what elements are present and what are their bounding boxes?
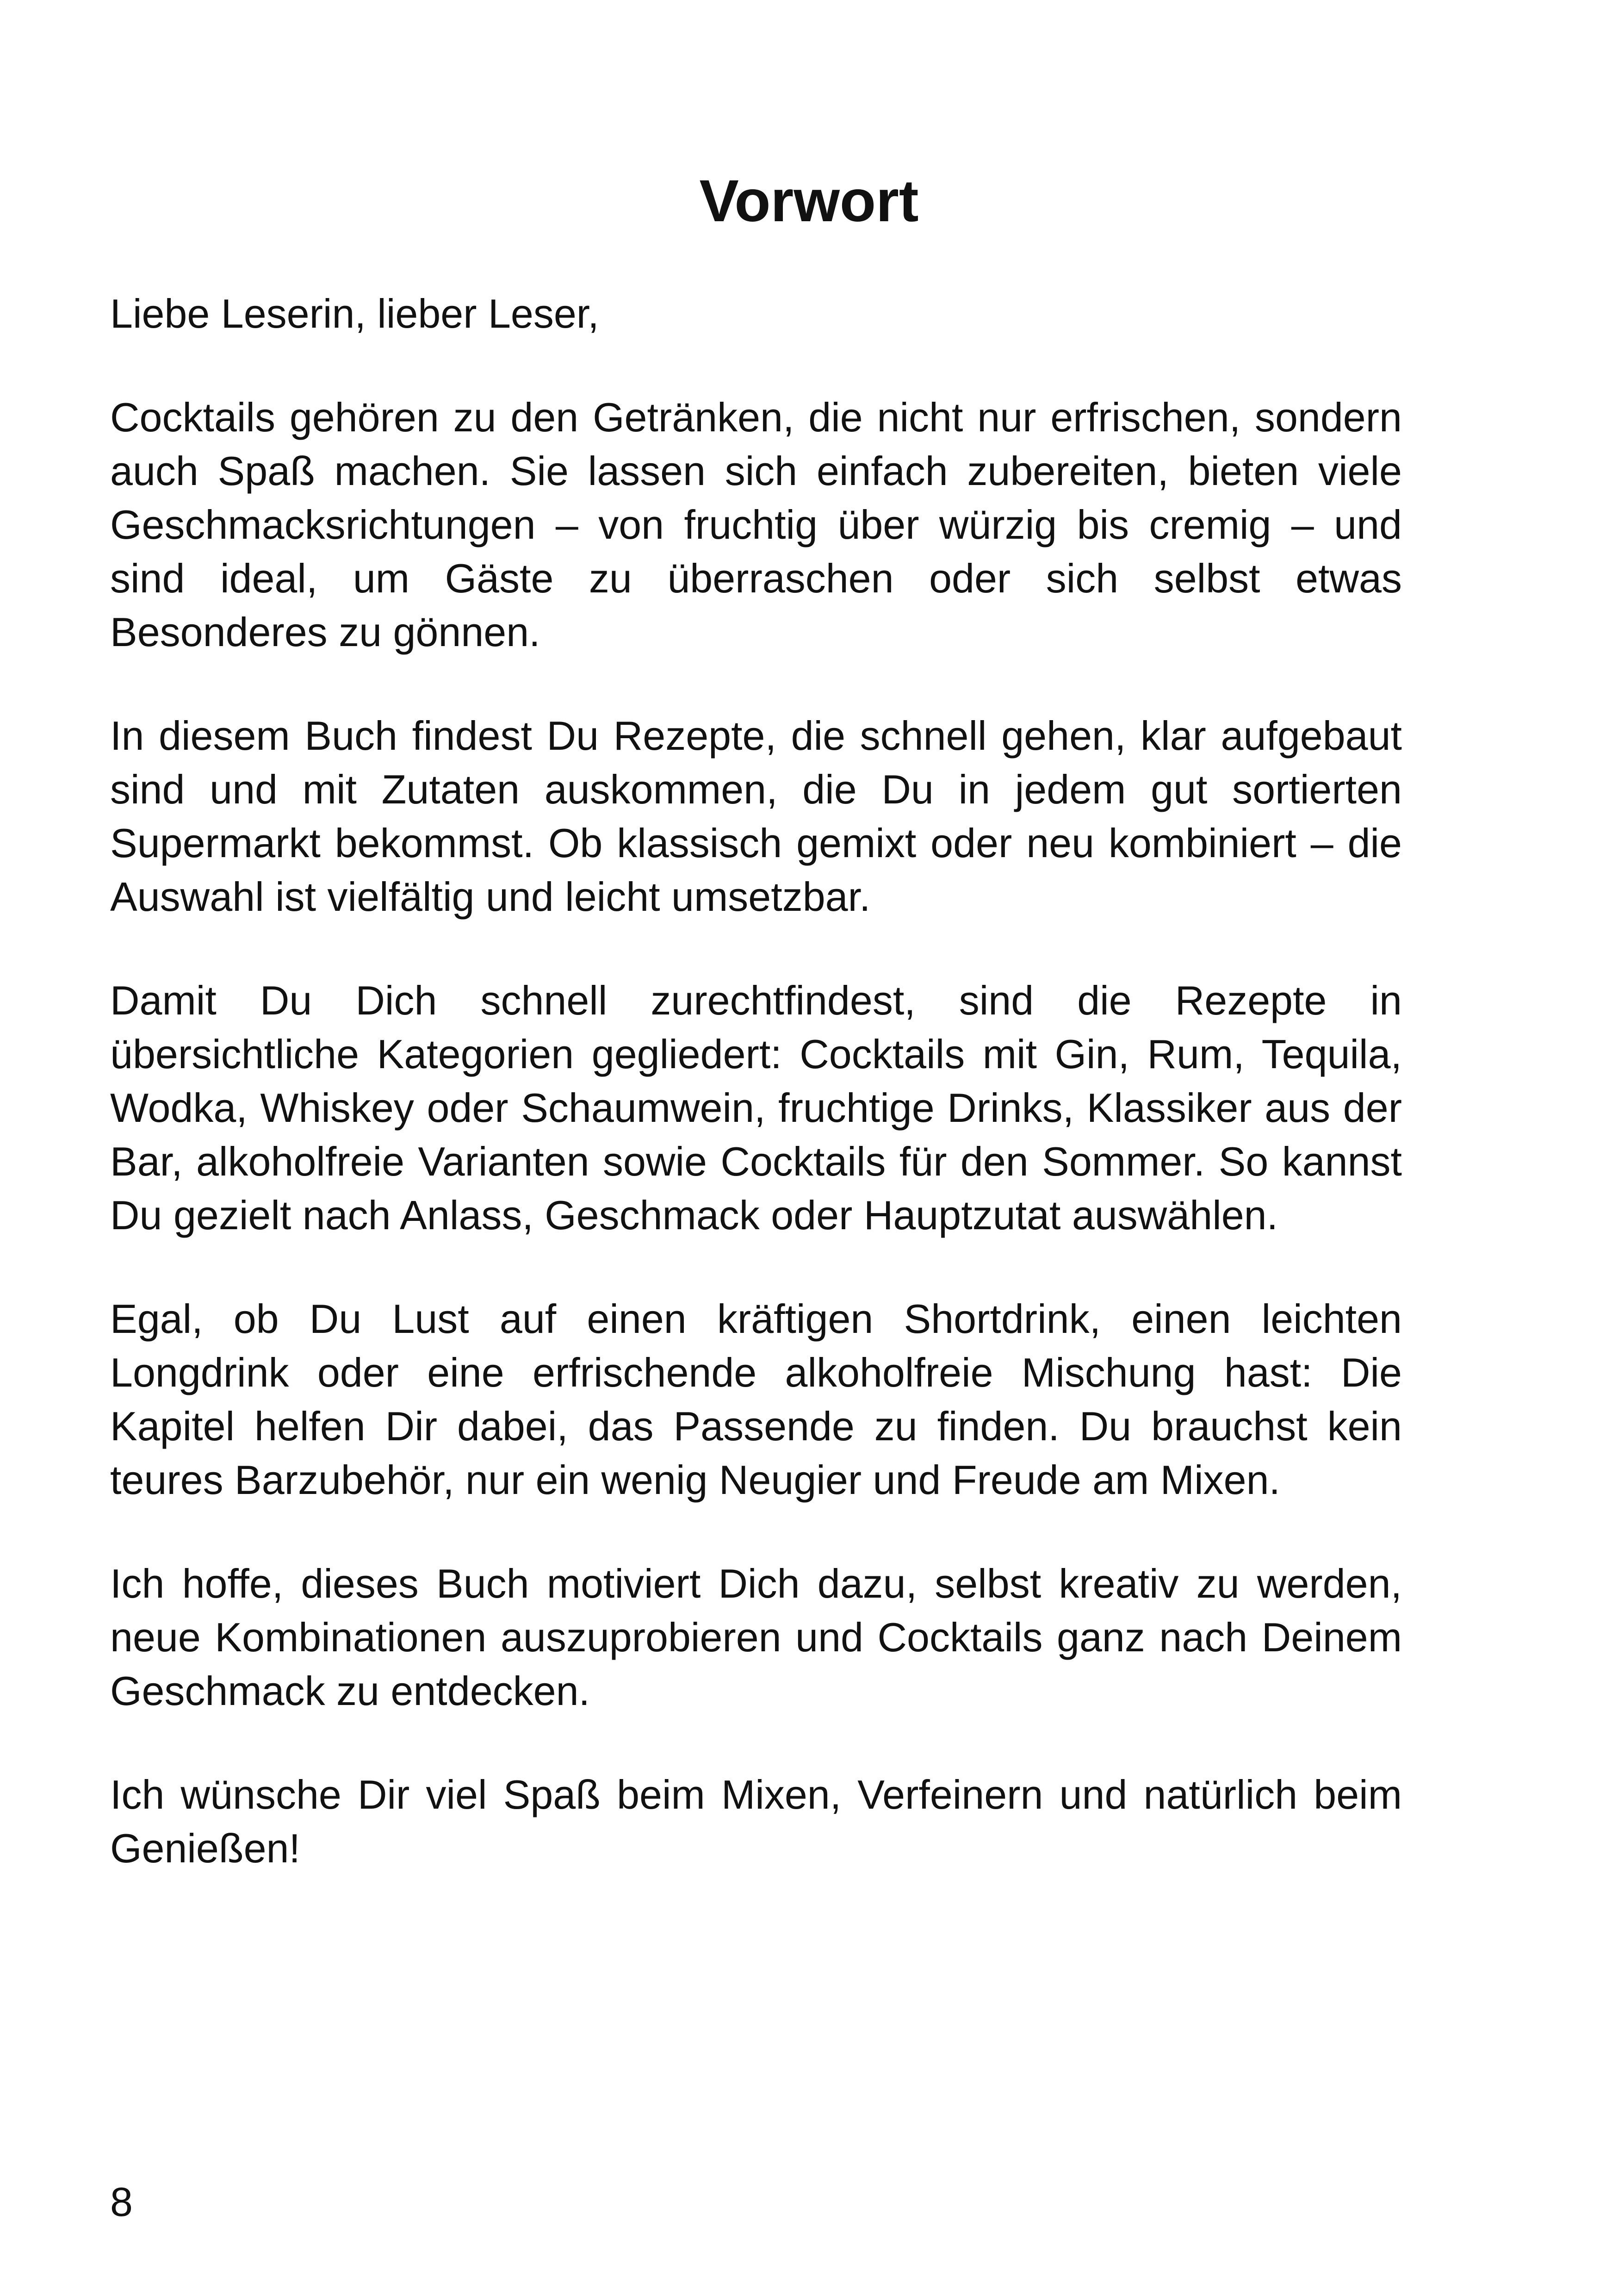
preface-text: [110, 287, 1402, 1875]
paragraph-categories: Damit Du Dich schnell zurechtfindest, sind die Rezepte in übersichtliche Kategorien gegliedert: Cocktails mit Gin, Rum, Tequila, Wodka, Whiskey oder Schaumwein, fruchtige Drinks, Klassiker aus der Bar, alkoholfreie Varianten sowie Cocktails für den Sommer. So kannst Du gezielt nach Anlass, Geschmack oder Hauptzutat auswählen.: [110, 977, 1402, 1238]
paragraph-drinks: Egal, ob Du Lust auf einen kräftigen Shortdrink, einen leichten Longdrink oder eine erfrischende alkoholfreie Mischung hast: Die Kapitel helfen Dir dabei, das Passende zu finden. Du brauchst kein teures Barzubehör, nur ein wenig Neugier und Freude am Mixen.: [110, 1296, 1402, 1503]
paragraph-spacer: [110, 924, 1402, 974]
paragraph-closing: Ich wünsche Dir viel Spaß beim Mixen, Verfeinern und natürlich beim Genießen!: [110, 1772, 1402, 1871]
greeting-line: Liebe Leserin, lieber Leser,: [110, 291, 599, 336]
paragraph-creativity: Ich hoffe, dieses Buch motiviert Dich dazu, selbst kreativ zu werden, neue Kombinationen auszuprobieren und Cocktails ganz nach Deinem Geschmack zu entdecken.: [110, 1561, 1402, 1714]
paragraph-spacer: [110, 1718, 1402, 1768]
paragraph-intro: Cocktails gehören zu den Getränken, die nicht nur erfrischen, sondern auch Spaß machen. Sie lassen sich einfach zubereiten, bieten viele Geschmacksrichtungen – von fruchtig über würzig bis cremig – und sind ideal, um Gäste zu überraschen oder sich selbst etwas Besonderes zu gönnen.: [110, 394, 1402, 655]
paragraph-spacer: [110, 1242, 1402, 1292]
paragraph-spacer: [110, 659, 1402, 709]
paragraph-spacer: [110, 1507, 1402, 1557]
paragraph-recipes: In diesem Buch findest Du Rezepte, die schnell gehen, klar aufgebaut sind und mit Zutaten auskommen, die Du in jedem gut sortierten Supermarkt bekommst. Ob klassisch gemixt oder neu kombiniert – die Auswahl ist vielfältig und leicht umsetzbar.: [110, 713, 1402, 920]
page-title: Vorwort: [699, 168, 919, 234]
page-number: 8: [110, 2179, 133, 2225]
